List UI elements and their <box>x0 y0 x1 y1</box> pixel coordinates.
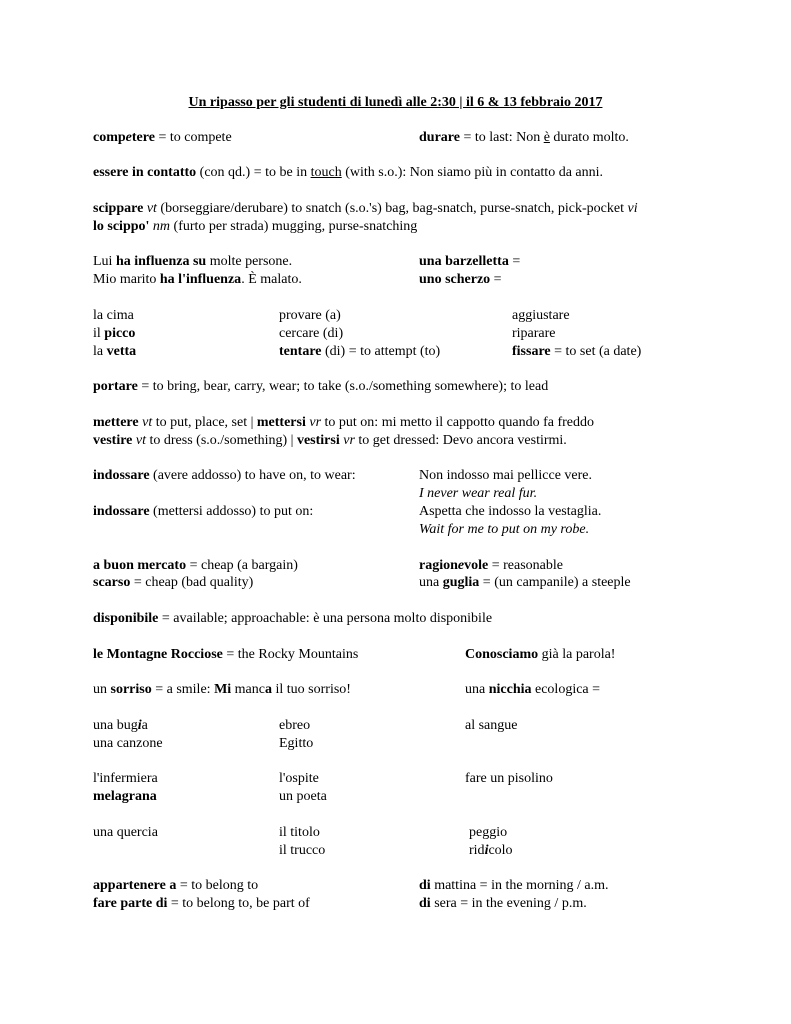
text-run: l'infermiera <box>93 771 158 786</box>
text-run: = available; approachable: è una persona molto disponibile <box>158 611 493 626</box>
word-ridicolo <box>469 842 513 860</box>
entry-scherzo <box>419 271 502 289</box>
word-cercare <box>279 325 343 343</box>
word-aggiustare <box>512 307 570 325</box>
text-run: ttere <box>110 415 139 430</box>
word-al-sangue <box>465 717 517 735</box>
entry-scarso <box>93 574 253 592</box>
text-run: di <box>419 878 431 893</box>
text-run: (mettersi addosso) to put on: <box>149 504 314 519</box>
text-run: = <box>508 254 521 269</box>
text-run: = to last: Non <box>459 130 544 145</box>
text-run: durato molto. <box>549 130 629 145</box>
text-run: Non indosso mai pellicce vere. <box>419 468 593 483</box>
text-run: a <box>141 718 148 733</box>
text-run: (borseggiare/derubare) to snatch (s.o.'s) bag, bag-snatch, purse-snatch, pick-pocket <box>156 201 628 216</box>
word-peggio <box>469 824 507 842</box>
text-run: = to belong to <box>176 878 259 893</box>
word-provare <box>279 307 341 325</box>
text-run: scippare <box>93 201 144 216</box>
text-run: = <box>490 272 502 287</box>
text-run: Wait for me to put on my robe. <box>419 522 590 537</box>
text-run: fare un pisolino <box>465 771 553 786</box>
text-run: I never wear real fur. <box>419 486 538 501</box>
entry-durare <box>419 129 629 147</box>
text-run: durare <box>419 130 460 145</box>
text-run: a buon mercato <box>93 558 187 573</box>
text-run: = reasonable <box>488 558 563 573</box>
text-run: i <box>484 843 489 858</box>
text-run: = cheap (a bargain) <box>186 558 298 573</box>
text-run: (avere addosso) to have on, to wear: <box>149 468 356 483</box>
text-run: una quercia <box>93 825 158 840</box>
text-run: e <box>125 130 132 145</box>
text-run: to put on: mi metto il cappotto quando fa freddo <box>321 415 594 430</box>
text-run: . È malato. <box>241 272 302 287</box>
entry-buon-mercato <box>93 557 298 575</box>
text-run: vi <box>627 201 638 216</box>
text-run: Mi <box>214 682 232 697</box>
text-run: to put, place, set | <box>152 415 257 430</box>
text-run: vr <box>309 415 322 430</box>
entry-influenza <box>93 271 302 289</box>
text-run: al sangue <box>465 718 518 733</box>
text-run: una barzelletta <box>419 254 509 269</box>
text-run: ha influenza su <box>115 254 207 269</box>
text-run: disponibile <box>93 611 159 626</box>
entry-indossare-have-on <box>93 467 356 485</box>
text-run: molte persone. <box>206 254 293 269</box>
text-run: ebreo <box>279 718 311 733</box>
entry-competere <box>93 129 232 147</box>
text-run: rid <box>469 843 485 858</box>
text-run: picco <box>104 326 136 341</box>
text-run: a <box>265 682 272 697</box>
entry-di-mattina <box>419 877 609 895</box>
text-run: nm <box>152 219 171 234</box>
text-run: vole <box>464 558 489 573</box>
text-run: fare parte di <box>93 896 168 911</box>
text-run: la cima <box>93 308 134 323</box>
text-run: provare (a) <box>279 308 341 323</box>
word-cima <box>93 307 134 325</box>
text-run: sorriso <box>110 682 152 697</box>
text-run: to get dressed: Devo ancora vestirmi. <box>354 433 567 448</box>
text-run: mattina = in the morning / a.m. <box>430 878 609 893</box>
text-run: tentare <box>279 344 322 359</box>
text-run: vt <box>146 201 157 216</box>
entry-nicchia <box>465 681 600 699</box>
entry-appartenere <box>93 877 258 895</box>
text-run: e <box>457 558 465 573</box>
text-run: melagrana <box>93 789 157 804</box>
page-title: Un ripasso per gli studenti di lunedì alle 2:30 | il 6 & 13 febbraio 2017 <box>188 95 603 110</box>
word-picco <box>93 325 135 343</box>
text-run: tere <box>131 130 155 145</box>
text-run: i <box>137 718 142 733</box>
text-run: un poeta <box>279 789 327 804</box>
text-run: uno scherzo <box>419 272 491 287</box>
text-run: = to belong to, be part of <box>167 896 310 911</box>
text-run: sera = in the evening / p.m. <box>430 896 587 911</box>
text-run: Egitto <box>279 736 314 751</box>
text-run: (furto per strada) mugging, purse-snatching <box>170 219 418 234</box>
text-run: touch <box>310 165 342 180</box>
word-bugia <box>93 717 148 735</box>
entry-essere-in-contatto <box>93 164 603 182</box>
entry-fare-parte <box>93 895 310 913</box>
text-run: portare <box>93 379 138 394</box>
word-vetta <box>93 343 136 361</box>
text-run: vestirsi <box>296 433 340 448</box>
text-run: (with s.o.): Non siamo più in contatto da anni. <box>341 165 604 180</box>
text-run: m <box>93 415 105 430</box>
text-run: appartenere a <box>93 878 177 893</box>
entry-conosciamo <box>465 646 615 664</box>
entry-mettere <box>93 414 594 432</box>
text-run: (con qd.) = to be in <box>196 165 311 180</box>
text-run: vr <box>343 433 355 448</box>
text-run: e <box>104 415 111 430</box>
text-run: il titolo <box>279 825 320 840</box>
text-run: una canzone <box>93 736 163 751</box>
entry-disponibile <box>93 610 492 628</box>
text-run: una <box>465 682 489 697</box>
text-run: comp <box>93 130 126 145</box>
example-pellicce <box>419 467 592 485</box>
text-run: (di) = to attempt (to) <box>321 344 441 359</box>
entry-indossare-put-on <box>93 503 313 521</box>
text-run: = to bring, bear, carry, wear; to take (s.o./something somewhere); to lead <box>137 379 549 394</box>
text-run: è <box>543 130 550 145</box>
entry-montagne-rocciose <box>93 646 358 664</box>
word-tentare <box>279 343 440 361</box>
text-run: = the Rocky Mountains <box>222 647 359 662</box>
text-run: il tuo sorriso! <box>272 682 351 697</box>
word-poeta <box>279 788 327 806</box>
entry-ragionevole <box>419 557 563 575</box>
text-run: guglia <box>442 575 480 590</box>
text-run: indossare <box>93 504 150 519</box>
word-fissare <box>512 343 641 361</box>
text-run: riparare <box>512 326 556 341</box>
entry-influenza-su <box>93 253 292 271</box>
text-run: lo scippo' <box>93 219 150 234</box>
word-infermiera <box>93 770 158 788</box>
word-trucco <box>279 842 325 860</box>
text-run: cercare (di) <box>279 326 344 341</box>
word-melagrana <box>93 788 157 806</box>
text-run: vestire <box>93 433 133 448</box>
word-pisolino <box>465 770 553 788</box>
text-run: nicchia <box>488 682 532 697</box>
text-run: essere in contatto <box>93 165 197 180</box>
entry-vestire <box>93 432 567 450</box>
text-run: fissare <box>512 344 551 359</box>
example-robe <box>419 521 589 539</box>
text-run: = to compete <box>154 130 232 145</box>
text-run: = (un campanile) a steeple <box>479 575 631 590</box>
word-ospite <box>279 770 319 788</box>
word-titolo <box>279 824 320 842</box>
entry-sorriso <box>93 681 351 699</box>
text-run: una bug <box>93 718 138 733</box>
word-egitto <box>279 735 313 753</box>
text-run: Conosciamo <box>465 647 539 662</box>
entry-barzelletta <box>419 253 520 271</box>
text-run: ecologica = <box>531 682 601 697</box>
text-run: vt <box>142 415 153 430</box>
text-run: = cheap (bad quality) <box>130 575 254 590</box>
text-run: già la parola! <box>538 647 616 662</box>
text-run: di <box>419 896 431 911</box>
example-vestaglia <box>419 503 601 521</box>
text-run: vetta <box>106 344 137 359</box>
text-run: ha l'influenza <box>159 272 242 287</box>
entry-di-sera <box>419 895 587 913</box>
text-run: l'ospite <box>279 771 319 786</box>
text-run: ragion <box>419 558 458 573</box>
text-run: = a smile: <box>151 682 215 697</box>
text-run: il <box>93 326 105 341</box>
text-run: aggiustare <box>512 308 570 323</box>
text-run: un <box>93 682 111 697</box>
entry-portare <box>93 378 548 396</box>
entry-scippare <box>93 200 638 218</box>
entry-guglia <box>419 574 631 592</box>
text-run: Aspetta che indosso la vestaglia. <box>419 504 602 519</box>
word-riparare <box>512 325 556 343</box>
text-run: indossare <box>93 468 150 483</box>
text-run: Mio marito <box>93 272 160 287</box>
text-run: Lui <box>93 254 116 269</box>
text-run: = to set (a date) <box>550 344 642 359</box>
text-run: il trucco <box>279 843 326 858</box>
text-run: peggio <box>469 825 508 840</box>
text-run: colo <box>488 843 513 858</box>
text-run: manc <box>231 682 265 697</box>
text-run: le Montagne Rocciose <box>93 647 223 662</box>
text-run: una <box>419 575 443 590</box>
text-run: vt <box>135 433 146 448</box>
entry-scippo <box>93 218 417 236</box>
example-real-fur <box>419 485 537 503</box>
text-run: la <box>93 344 107 359</box>
word-quercia <box>93 824 158 842</box>
text-run: mettersi <box>256 415 306 430</box>
word-canzone <box>93 735 163 753</box>
word-ebreo <box>279 717 310 735</box>
text-run: scarso <box>93 575 131 590</box>
text-run: to dress (s.o./something) | <box>146 433 297 448</box>
